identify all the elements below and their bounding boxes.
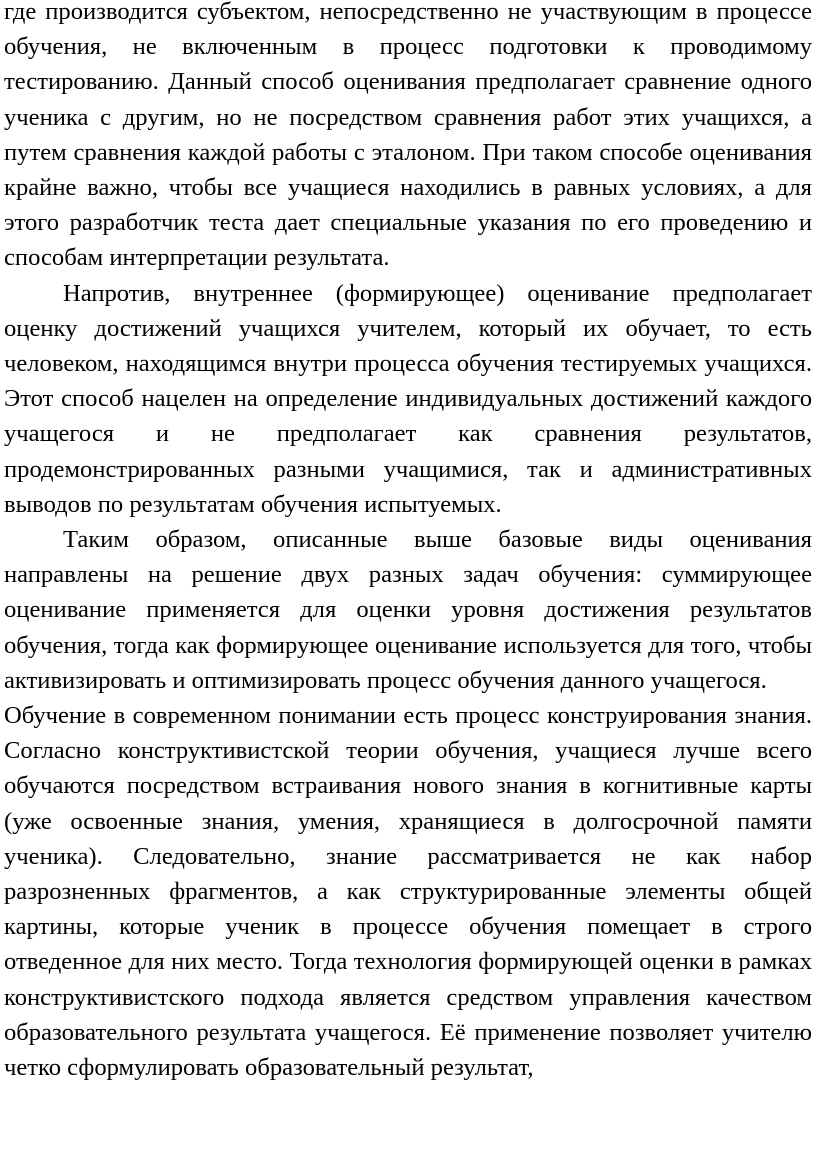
paragraph-constructivism: Обучение в современном понимании есть процесс конструирования знания. Согласно конструктивистской теории обучения, учащиеся лучше всего обучаются посредством встраивания нового знания в когнитивные карты (уже освоенные знания, умения, хранящиеся в долгосрочной памяти ученика). Следовательно, знание рассматривается не как набор разрозненных фрагментов, а как структурированные элементы общей картины, которые ученик в процессе обучения помещает в строго отведенное для них место. Тогда технология формирующей оценки в рамках конструктивистского подхода является средством управления качеством образовательного результата учащегося. Её применение позволяет учителю четко сформулировать образовательный результат, <box>4 702 812 1082</box>
paragraph-conclusion: Таким образом, описанные выше базовые виды оценивания направлены на решение двух разных задач обучения: суммирующее оценивание применяется для оценки уровня достижения результатов обучения, тогда как формирующее оценивание используется для того, чтобы активизировать и оптимизировать процесс обучения данного учащегося. <box>4 526 812 694</box>
document-page <box>4 0 812 1085</box>
paragraph-formative-assessment: Напротив, внутреннее (формирующее) оценивание предполагает оценку достижений учащихся учителем, который их обучает, то есть человеком, находящимся внутри процесса обучения тестируемых учащихся. Этот способ нацелен на определение индивидуальных достижений каждого учащегося и не предполагает как сравнения результатов, продемонстрированных разными учащимися, так и административных выводов по результатам обучения испытуемых. <box>4 279 812 518</box>
paragraph-continued: где производится субъектом, непосредственно не участвующим в процессе обучения, не включенным в процесс подготовки к проводимому тестированию. Данный способ оценивания предполагает сравнение одного ученика с другим, но не посредством сравнения работ этих учащихся, а путем сравнения каждой работы с эталоном. При таком способе оценивания крайне важно, чтобы все учащиеся находились в равных условиях, а для этого разработчик теста дает специальные указания по его проведению и способам интерпретации результата. <box>4 0 812 272</box>
